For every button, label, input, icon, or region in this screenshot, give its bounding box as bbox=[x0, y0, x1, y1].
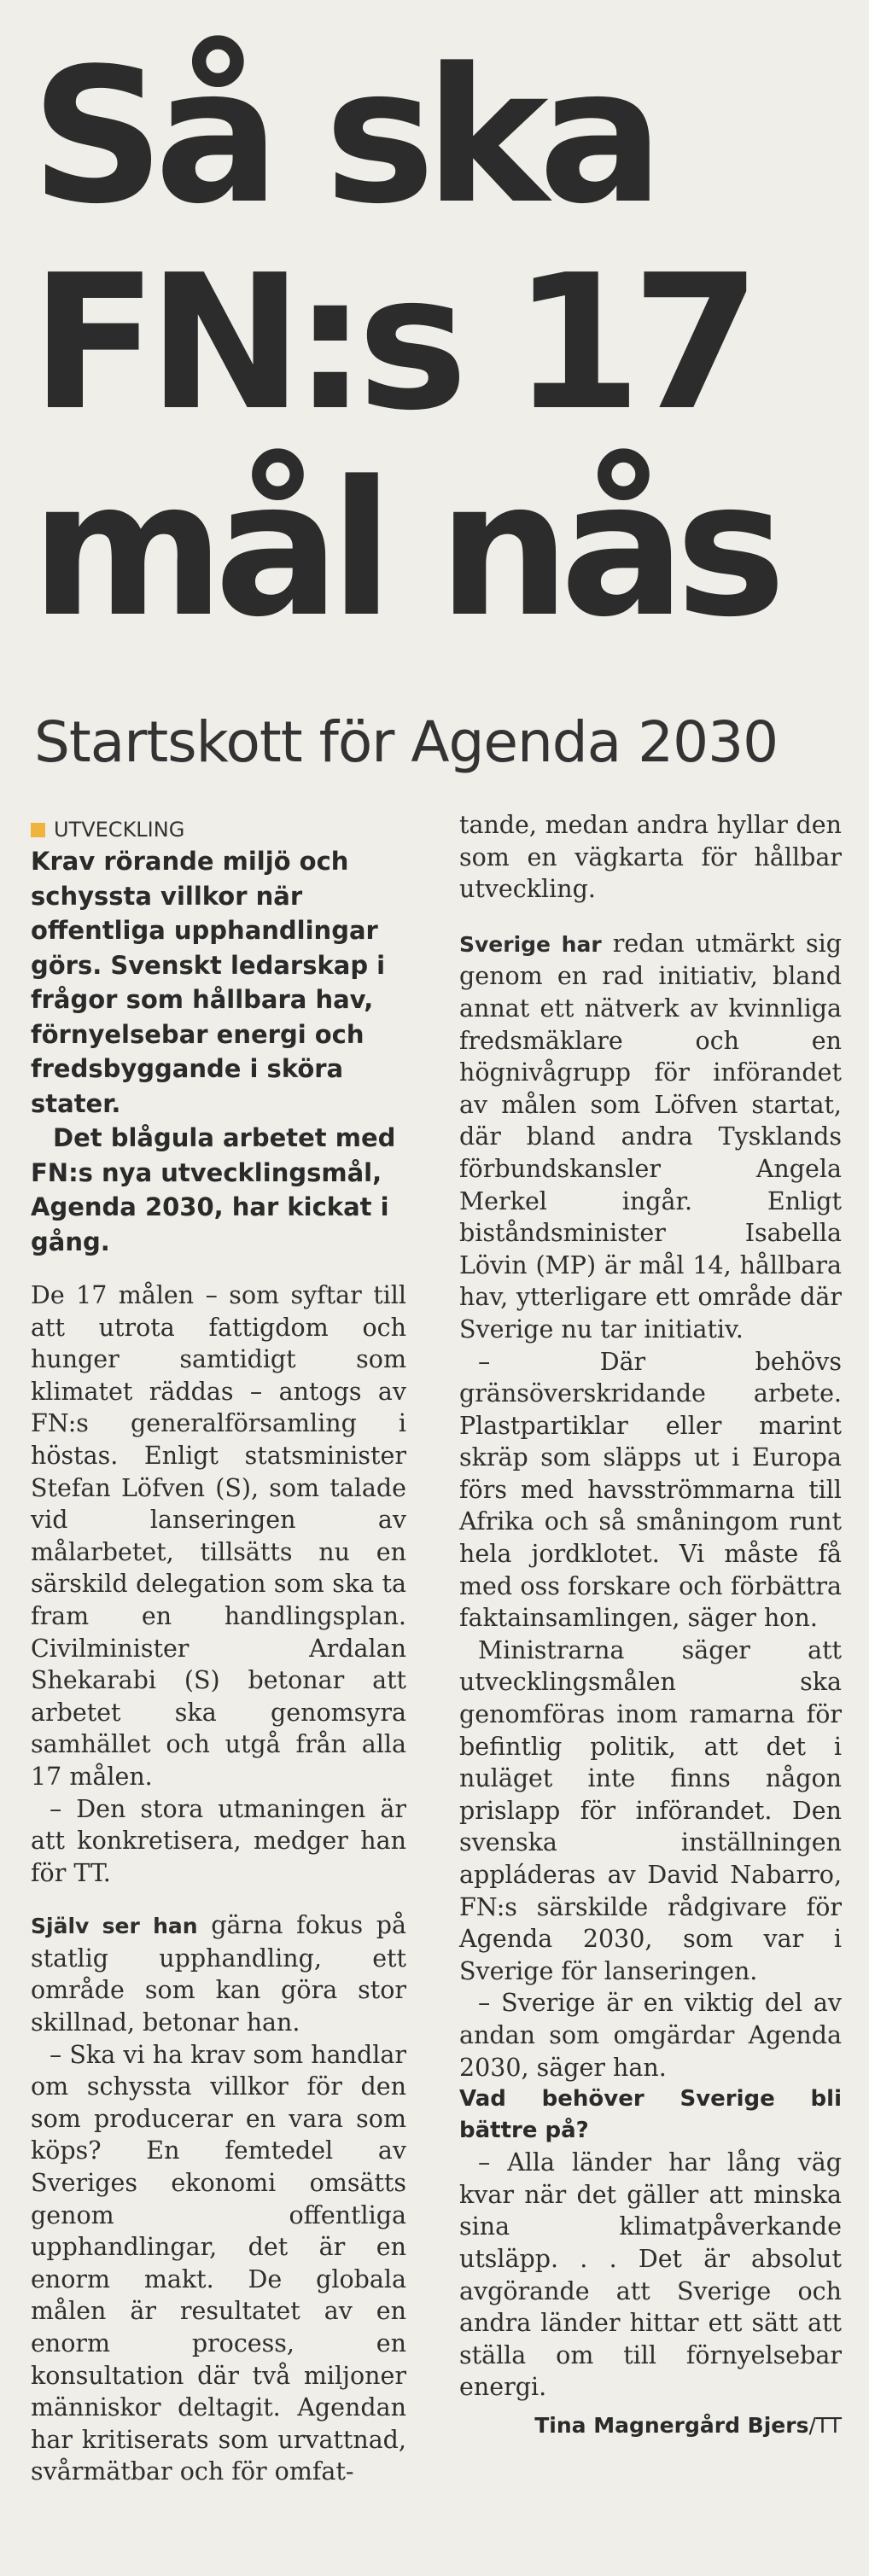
byline-author: Tina Magnergård Bjers bbox=[534, 2412, 809, 2438]
body-paragraph bbox=[459, 928, 842, 1346]
interview-question: Vad behöver Sverige bli bättre på? bbox=[459, 2086, 842, 2144]
body-quote: – Alla länder har lång väg kvar när det gäller att minska sina klimatpåverkande utsläpp. . . Det är absolut avgörande att Sverige och andra länder hittar ett sätt att ställa om till förnyelsebar energi. bbox=[459, 2148, 842, 2402]
kicker-square-icon bbox=[31, 823, 45, 837]
paragraph-text: gärna fokus på statlig upphandling, ett område som kan göra stor skillnad, betonar han. bbox=[31, 1911, 406, 2037]
right-column bbox=[459, 809, 842, 2441]
body-right bbox=[459, 809, 842, 2404]
body-left bbox=[31, 1279, 406, 2488]
body-quote: – Där behövs gränsöverskridande arbete. Plastpartiklar eller marint skräp som släpps ut i Europa förs med havsströmmarna till Afrika och så småningom runt hela jordklotet. Vi måste få med oss forskare och förbättra faktainsamlingen, säger hon. bbox=[459, 1347, 842, 1633]
headline-line-1: Så ska bbox=[31, 29, 654, 245]
body-paragraph: De 17 målen – som syftar till att utrota fattigdom och hunger samtidigt som klimatet räddas – antogs av FN:s generalförsamling i höstas. Enligt statsminister Stefan Löfven (S), som talade vid lanseringen av målarbetet, tillsätts nu en särskild delegation som ska ta fram en handlingsplan. Civilminister Ardalan Shekarabi (S) betonar att arbetet ska genomsyra samhället och utgå från alla 17 målen. bbox=[31, 1281, 406, 1791]
headline-line-3: mål nås bbox=[31, 442, 776, 658]
paragraph-lead-in: Själv ser han bbox=[31, 1914, 198, 1939]
subheadline: Startskott för Agenda 2030 bbox=[34, 709, 779, 775]
body-paragraph bbox=[31, 1909, 406, 2038]
paragraph-lead-in: Sverige har bbox=[459, 931, 602, 957]
kicker-label: UTVECKLING bbox=[54, 818, 185, 842]
headline bbox=[31, 29, 850, 658]
paragraph-text: redan utmärkt sig genom en rad initiativ, bland annat ett nätverk av kvinnliga fredsmäklare och en högnivågrupp för införandet av målen som Löfven startat, där bland andra Tysklands förbundskansler Angela Merkel ingår. Enligt biståndsminister Isabella Lövin (MP) är mål 14, hållbara hav, ytterligare ett område där Sverige nu tar initiativ. bbox=[459, 929, 842, 1343]
byline bbox=[459, 2410, 842, 2441]
ingress-paragraph-2: Det blågula arbetet med FN:s nya utvecklingsmål, Agenda 2030, har kickat i gång. bbox=[31, 1123, 396, 1256]
ingress bbox=[31, 844, 406, 1259]
section-kicker bbox=[31, 815, 406, 844]
body-quote: – Ska vi ha krav som handlar om schyssta villkor för den som producerar en vara som köps? En femtedel av Sveriges ekonomi omsätts genom offentliga upphandlingar, det är en enorm makt. De globala målen är resultatet av en enorm process, en konsultation där två miljoner människor deltagit. Agendan har kritiserats som urvattnad, svårmätbar och för omfat- bbox=[31, 2040, 406, 2486]
body-paragraph: tande, medan andra hyllar den som en vägkarta för hållbar utveckling. bbox=[459, 811, 842, 904]
body-quote: – Sverige är en viktig del av andan som omgärdar Agenda 2030, säger han. bbox=[459, 1989, 842, 2082]
left-column bbox=[31, 815, 406, 2488]
body-paragraph: Ministrarna säger att utvecklingsmålen ska genomföras inom ramarna för befintlig politik, att det i nuläget inte finns någon prislapp för införandet. Den svenska inställningen appláderas av David Nabarro, FN:s särskilde rådgivare för Agenda 2030, som var i Sverige för lanseringen. bbox=[459, 1635, 842, 1985]
byline-agency: /TT bbox=[808, 2412, 842, 2438]
ingress-paragraph-1: Krav rörande miljö och schyssta villkor när offentliga upphandlingar görs. Svenskt ledarskap i frågor som hållbara hav, förnyelsebar energi och fredsbyggande i sköra stater. bbox=[31, 847, 386, 1118]
headline-line-2: FN:s 17 bbox=[31, 236, 751, 452]
body-quote: – Den stora utmaningen är att konkretisera, medger han för TT. bbox=[31, 1794, 406, 1887]
